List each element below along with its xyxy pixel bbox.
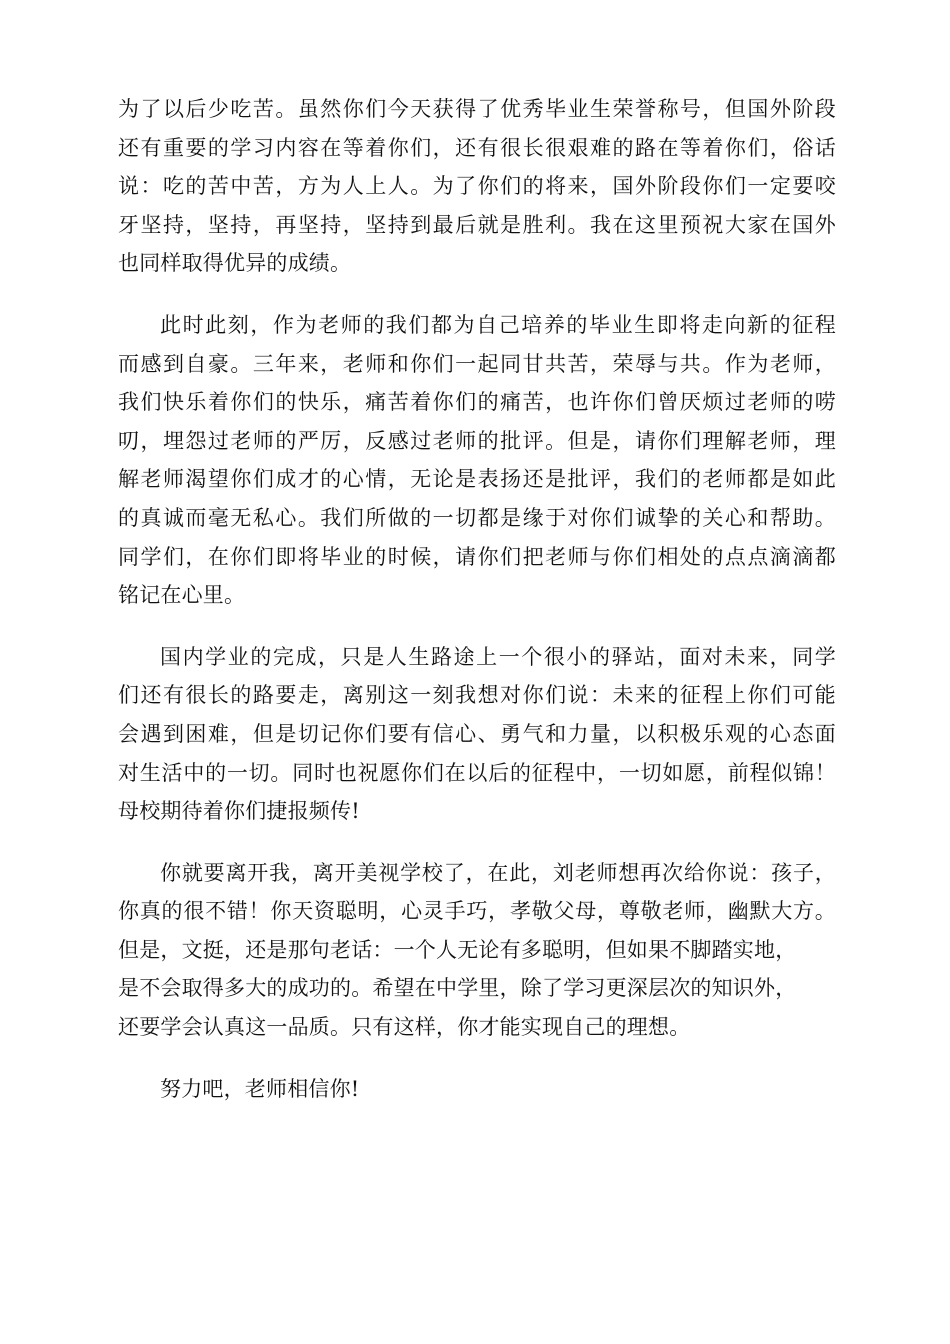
- paragraph-line: 是不会取得多大的成功的。希望在中学里，除了学习更深层次的知识外，: [118, 976, 797, 1001]
- paragraph-line: 叨，埋怨过老师的严厉，反感过老师的批评。但是，请你们理解老师，理: [118, 428, 836, 453]
- paragraph-line: 同学们，在你们即将毕业的时候，请你们把老师与你们相处的点点滴滴都: [118, 544, 836, 569]
- paragraph-line: 对生活中的一切。同时也祝愿你们在以后的征程中，一切如愿，前程似锦！: [118, 760, 836, 785]
- paragraph-line: 说：吃的苦中苦，方为人上人。为了你们的将来，国外阶段你们一定要咬: [118, 174, 836, 199]
- paragraph-line: 你就要离开我，离开美视学校了，在此，刘老师想再次给你说：孩子，: [160, 860, 836, 885]
- paragraph-5: [118, 1070, 836, 1109]
- paragraph-1: [118, 90, 836, 283]
- paragraph-line: 你真的很不错！你天资聪明，心灵手巧，孝敬父母，尊敬老师，幽默大方。: [118, 899, 836, 924]
- paragraph-line: 还有重要的学习内容在等着你们，还有很长很艰难的路在等着你们，俗话: [118, 135, 836, 160]
- paragraph-line: 们还有很长的路要走，离别这一刻我想对你们说：未来的征程上你们可能: [118, 683, 836, 708]
- paragraph-4: [118, 854, 836, 1047]
- paragraph-line: 母校期待着你们捷报频传!: [118, 799, 360, 824]
- paragraph-line: 牙坚持，坚持，再坚持，坚持到最后就是胜利。我在这里预祝大家在国外: [118, 212, 836, 237]
- paragraph-2: [118, 306, 836, 615]
- paragraph-3: [118, 638, 836, 831]
- document-body: [118, 90, 836, 1131]
- paragraph-line: 我们快乐着你们的快乐，痛苦着你们的痛苦，也许你们曾厌烦过老师的唠: [118, 390, 836, 415]
- paragraph-line: 但是，文挺，还是那句老话：一个人无论有多聪明，但如果不脚踏实地，: [118, 937, 797, 962]
- paragraph-line: 解老师渴望你们成才的心情，无论是表扬还是批评，我们的老师都是如此: [118, 467, 836, 492]
- paragraph-line: 为了以后少吃苦。虽然你们今天获得了优秀毕业生荣誉称号，但国外阶段: [118, 97, 836, 121]
- paragraph-line: 而感到自豪。三年来，老师和你们一起同甘共苦，荣辱与共。作为老师，: [118, 351, 836, 376]
- paragraph-line: 还要学会认真这一品质。只有这样，你才能实现自己的理想。: [118, 1015, 691, 1040]
- paragraph-line: 铭记在心里。: [118, 583, 246, 608]
- paragraph-line: 此时此刻，作为老师的我们都为自己培养的毕业生即将走向新的征程: [160, 312, 836, 337]
- paragraph-line: 也同样取得优异的成绩。: [118, 251, 352, 276]
- paragraph-line: 会遇到困难，但是切记你们要有信心、勇气和力量，以积极乐观的心态面: [118, 721, 836, 746]
- paragraph-line: 的真诚而毫无私心。我们所做的一切都是缘于对你们诚挚的关心和帮助。: [118, 505, 836, 530]
- paragraph-line: 努力吧，老师相信你!: [160, 1076, 360, 1101]
- paragraph-line: 国内学业的完成，只是人生路途上一个很小的驿站，面对未来，同学: [160, 644, 836, 669]
